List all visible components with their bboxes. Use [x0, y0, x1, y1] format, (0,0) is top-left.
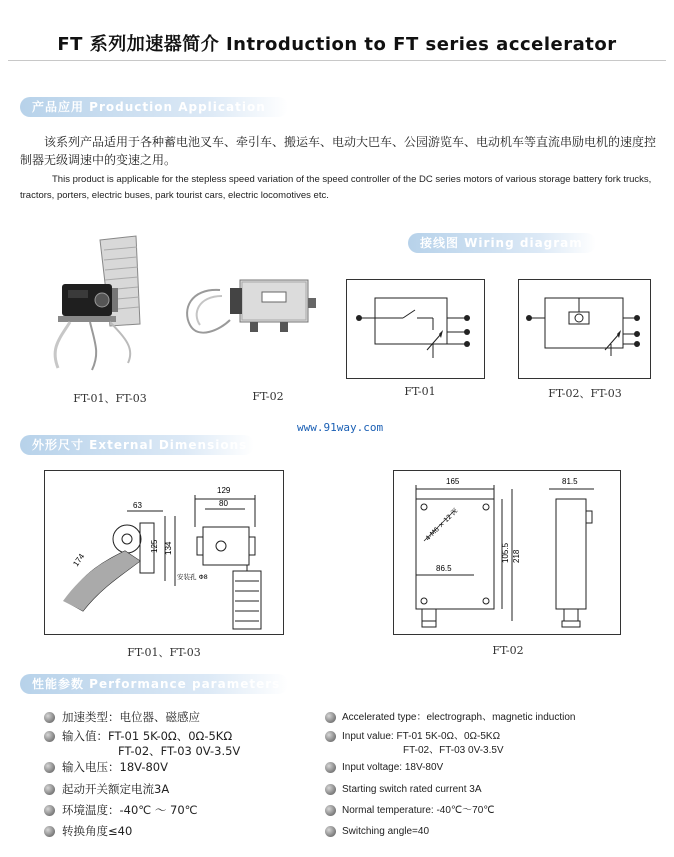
dimension-drawing-ft02: [393, 470, 621, 635]
bullet-icon: [325, 784, 336, 795]
dim-label-81-5: 81.5: [562, 477, 578, 486]
param-en-input-voltage: Input voltage: 18V-80V: [342, 762, 444, 773]
dim-label-80: 80: [219, 499, 228, 508]
caption-photo-ft01-ft03: FT-01、FT-03: [73, 392, 147, 405]
page-title: FT 系列加速器简介 Introduction to FT series accelerator: [57, 34, 617, 55]
caption-wiring-ft02-ft03: FT-02、FT-03: [548, 387, 622, 400]
dim-label-125: 125: [150, 539, 159, 553]
dimension-drawing-ft01-ft03: [44, 470, 284, 635]
section-production-application: 产品应用 Production Application: [20, 97, 288, 117]
bullet-icon: [44, 805, 55, 816]
dim-label-mount-hole: 安装孔 Φ8: [177, 573, 208, 581]
dim-label-129: 129: [217, 486, 231, 495]
dim-label-165: 165: [446, 477, 460, 486]
ft02-product-photo: [180, 270, 320, 365]
param-en-switch-current: Starting switch rated current 3A: [342, 784, 482, 795]
watermark-url: www.91way.com: [297, 421, 384, 434]
caption-photo-ft02: FT-02: [252, 390, 284, 403]
param-en-input-value-line2: FT-02、FT-03 0V-3.5V: [403, 745, 504, 756]
dim-label-86-5: 86.5: [436, 564, 452, 573]
wiring-ft02-schematic: [519, 280, 650, 378]
section-wiring-diagram: 接线图 Wiring diagram: [408, 233, 596, 253]
section-external-dimensions: 外形尺寸 External Dimensions: [20, 435, 254, 455]
bullet-icon: [325, 805, 336, 816]
dimension-ft02-drawing: [394, 471, 620, 634]
dim-label-174: 174: [71, 552, 87, 569]
bullet-icon: [325, 731, 336, 742]
dim-label-63: 63: [133, 501, 142, 510]
dim-label-218: 218: [512, 549, 521, 563]
param-cn-type: 加速类型：电位器、磁感应: [62, 710, 200, 724]
wiring-diagram-ft02-ft03: [518, 279, 651, 379]
bullet-icon: [44, 784, 55, 795]
section-performance-parameters: 性能参数 Performance parameters: [20, 674, 288, 694]
bullet-icon: [44, 731, 55, 742]
ft01-product-photo: [40, 228, 170, 378]
param-cn-temperature: 环境温度：-40℃ ～ 70℃: [62, 803, 198, 817]
caption-wiring-ft01: FT-01: [404, 385, 436, 398]
bullet-icon: [325, 762, 336, 773]
param-en-input-value: [342, 730, 662, 758]
param-en-input-value-line1: Input value: FT-01 5K-0Ω、0Ω-5KΩ: [342, 731, 501, 742]
caption-dim-ft02: FT-02: [492, 644, 524, 657]
application-text-en: This product is applicable for the stepless speed variation of the speed controller of the DC series motors of various storage battery fork trucks, tractors, porters, electric buses, park tourist cars, electric locomotives etc.: [20, 174, 652, 201]
param-en-type: Accelerated type：electrograph、magnetic induction: [342, 712, 576, 723]
dim-label-134: 134: [164, 541, 173, 555]
param-cn-angle: 转换角度≤40: [62, 824, 133, 838]
param-cn-input-value-line2: FT-02、FT-03 0V-3.5V: [118, 744, 241, 758]
bullet-icon: [44, 762, 55, 773]
dim-label-thread: 4-M6 × 12 深: [423, 506, 460, 543]
param-cn-switch-current: 起动开关额定电流3A: [62, 782, 170, 796]
bullet-icon: [44, 826, 55, 837]
caption-dim-ft01-ft03: FT-01、FT-03: [127, 646, 201, 659]
bullet-icon: [325, 826, 336, 837]
param-en-temperature: Normal temperature: -40℃～70℃: [342, 805, 495, 816]
dimension-ft01-drawing: [45, 471, 283, 634]
wiring-ft01-schematic: [347, 280, 484, 378]
param-cn-input-value: [62, 729, 312, 759]
wiring-diagram-ft01: [346, 279, 485, 379]
param-cn-input-voltage: 输入电压：18V-80V: [62, 760, 168, 774]
title-divider: [8, 60, 666, 61]
application-text-cn: 该系列产品适用于各种蓄电池叉车、牵引车、搬运车、电动大巴车、公园游览车、电动机车等直流串励电机的速度控制器无级调速中的变速之用。: [20, 135, 657, 167]
param-cn-input-value-line1: 输入值：FT-01 5K-0Ω、0Ω-5KΩ: [62, 729, 233, 743]
bullet-icon: [44, 712, 55, 723]
dim-label-105-5: 105.5: [501, 542, 510, 563]
bullet-icon: [325, 712, 336, 723]
param-en-angle: Switching angle=40: [342, 826, 430, 837]
